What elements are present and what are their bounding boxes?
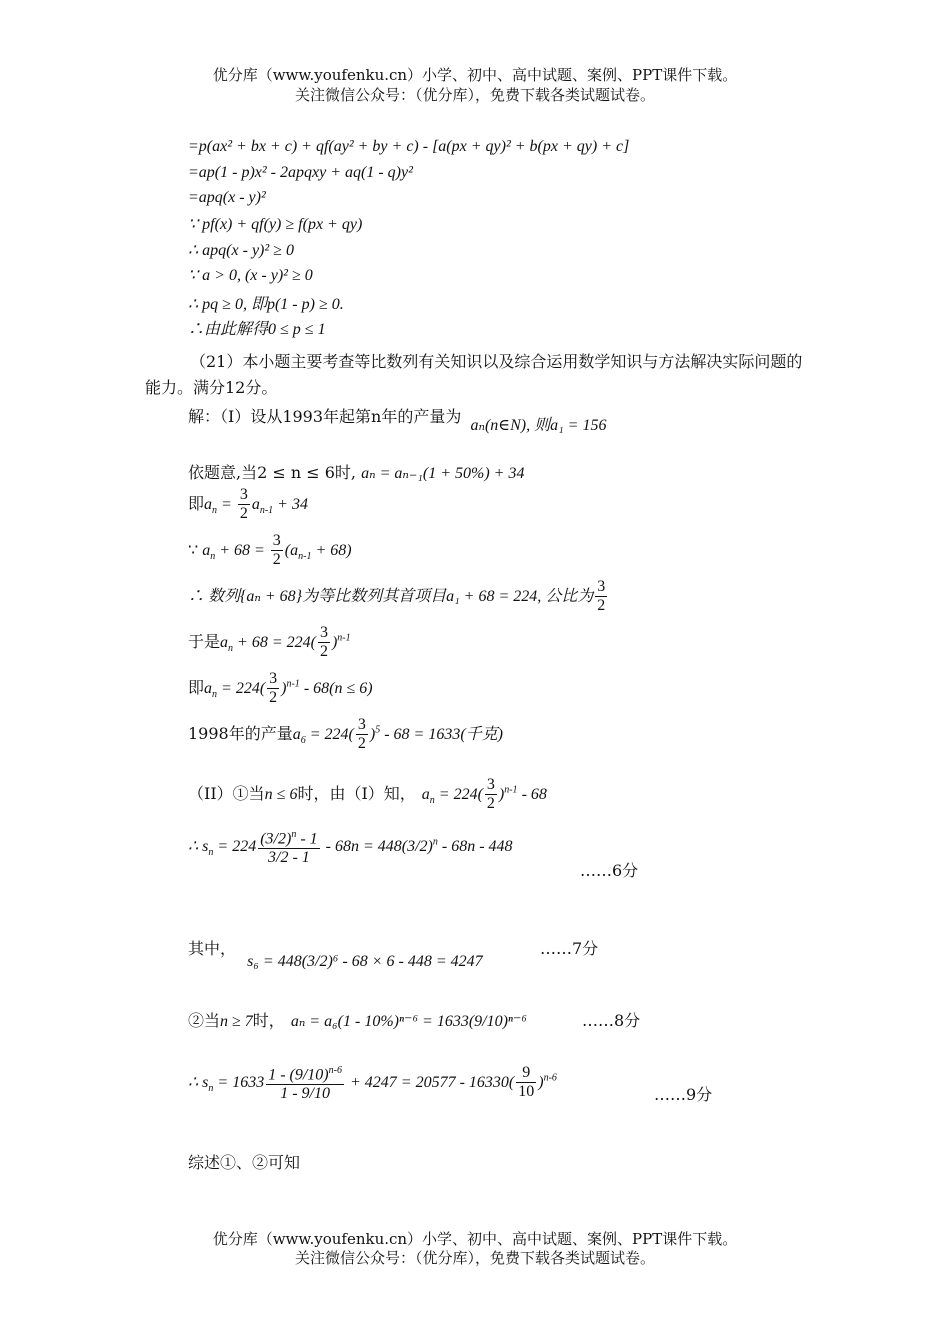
q21-intro: （21）本小题主要考查等比数列有关知识以及综合运用数学知识与方法解决实际问题的能力。满分12分。 <box>145 352 803 397</box>
q21-qizhong-line <box>188 936 483 970</box>
q21-line-1 <box>188 460 524 483</box>
q21-summary: 综述①、②可知 <box>188 1153 301 1172</box>
proof-line-5: ∴ apq(x - y)² ≥ 0 <box>188 242 294 259</box>
proof-line-3: =apq(x - y)² <box>188 189 266 206</box>
q21-case2-line: ②当n ≥ 7时， aₙ = a₆(1 - 10%)ⁿ⁻⁶ = 1633(9/10)ⁿ⁻⁶ <box>188 1011 527 1030</box>
score-6: ……6分 <box>580 861 639 880</box>
q21-line-5: 于是$a_n + 68 = 224$( $\frac{3}{2}$ )$^{n-1}$ <box>188 624 351 660</box>
footer-line-1: 优分库（www.youfenku.cn）小学、初中、高中试题、案例、PPT课件下载。 <box>212 1230 738 1248</box>
q21-line-3: ∵ $a_n + 68$ = $\frac{3}{2}$ $(a_{n-1} + 68)$ <box>188 532 352 568</box>
q21-line-5-prefix: 于是 <box>188 632 221 651</box>
q21-qizhong: 其中， <box>188 939 237 958</box>
q21-s6-formula: s₆ = 448(3/2)⁶ - 68 × 6 - 448 = 4247 <box>247 953 483 970</box>
q21-line-7: 1998年的产量$a_6 = 224$( $\frac{3}{2}$ )$^5$ - 68 = 1633(千克) <box>188 716 503 752</box>
header-line-1: 优分库（www.youfenku.cn）小学、初中、高中试题、案例、PPT课件下载。 <box>212 66 738 84</box>
q21-line-4: ∴ 数列{aₙ + 68}为等比数列其首项目a₁ + 68 = 224, 公比为 $\frac{3}{2}$ <box>188 578 606 614</box>
proof-line-8: ∴由此解得0 ≤ p ≤ 1 <box>188 321 326 338</box>
q21-solve-line <box>188 404 607 434</box>
q21-line-6-prefix: 即 <box>188 678 205 697</box>
q21-part2-line: （II）①当n ≤ 6时，由（I）知， $a_n = 224$( $\frac{3}{2}$ )$^{n-1}$ - 68 <box>188 776 547 812</box>
footer-line-2: 关注微信公众号：（优分库），免费下载各类试题试卷。 <box>294 1249 655 1267</box>
proof-line-7: ∴ pq ≥ 0, 即p(1 - p) ≥ 0. <box>188 296 344 313</box>
header-line-2: 关注微信公众号：（优分库），免费下载各类试题试卷。 <box>294 86 655 104</box>
proof-line-6: ∵ a > 0, (x - y)² ≥ 0 <box>188 267 313 284</box>
proof-line-4: ∵ pf(x) + qf(y) ≥ f(px + qy) <box>188 216 363 233</box>
q21-line-3-prefix: ∵ <box>188 540 199 559</box>
q21-part2-label: （II）①当 <box>188 784 265 803</box>
q21-solve-formula: aₙ(n∈N), 则a₁ = 156 <box>470 417 607 434</box>
q21-sum-line-2: ∴ $s_n = 1633$ $\frac{1 - (9/10)^{n-6}}{1 - 9/10}$ + 4247 = 20577 - 16330( $\frac{9}{10}$ )$^{n-6}$ <box>188 1062 557 1103</box>
q21-line-2: 即$a_n$ = $\frac{3}{2}$ $a_{n-1} + 34$ <box>188 486 308 522</box>
q21-line-2-prefix: 即 <box>188 494 205 513</box>
score-9: ……9分 <box>654 1085 713 1104</box>
q21-case2-label: ②当 <box>188 1011 221 1030</box>
q21-line-6: 即$a_n = 224$( $\frac{3}{2}$ )$^{n-1}$ - 68(n ≤ 6) <box>188 670 373 706</box>
q21-an-formula-2: aₙ = a₆(1 - 10%)ⁿ⁻⁶ = 1633(9/10)ⁿ⁻⁶ <box>290 1013 527 1030</box>
q21-solve-label: 解：（I）设从1993年起第n年的产量为 <box>188 407 462 426</box>
q21-line-4-text: ∴ 数列{aₙ + 68}为等比数列其首项目a₁ + 68 = 224, 公比为 <box>188 588 594 605</box>
q21-sum-line-1: ∴ $s_n = 224$ $\frac{(3/2)^n - 1}{3/2 - 1}$ - $68n = 448(3/2)^n - 68n - 448$ <box>188 826 513 867</box>
q21-line-1-formula: aₙ = aₙ₋₁(1 + 50%) + 34 <box>361 465 525 482</box>
proof-line-2: =ap(1 - p)x² - 2apqxy + aq(1 - q)y² <box>188 164 413 181</box>
q21-line-1-text: 依题意,当2 ≤ n ≤ 6时, <box>188 463 356 482</box>
q21-line-7-prefix: 1998年的产量 <box>188 724 293 743</box>
score-7: ……7分 <box>540 939 599 958</box>
proof-line-1: =p(ax² + bx + c) + qf(ay² + by + c) - [a(px + qy)² + b(px + qy) + c] <box>188 138 630 155</box>
score-8: ……8分 <box>582 1011 641 1030</box>
